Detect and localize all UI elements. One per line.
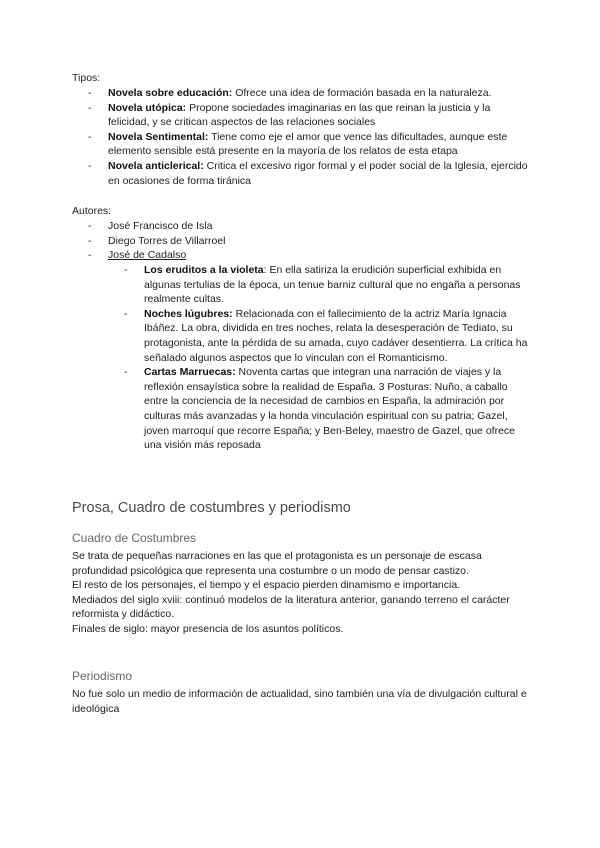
list-item: - Los eruditos a la violeta: En ella satiriza la erudición superficial exhibida en algunas tertulias de la época, un tenue barniz cultural que no engaña a personas realmente cultas.: [144, 263, 528, 307]
cuadro-body: [72, 549, 532, 637]
list-item: - Noches lúgubres: Relacionada con el fallecimiento de la actriz María Ignacia Ibáñez. La obra, dividida en tres noches, relata la desesperación de Tediato, su protagonista, ante la pérdida de su amada, cuyo cadáver desentierra. La crítica ha señalado algunos aspectos que lo vinculan con el Romanticismo.: [144, 307, 528, 365]
paragraph: Finales de siglo: mayor presencia de los asuntos políticos.: [72, 622, 344, 635]
list-item: - José de Cadalso: [108, 248, 528, 263]
periodismo-body: No fue solo un medio de información de actualidad, sino también una vía de divulgación cultural e ideológica: [72, 688, 527, 715]
list-item: - Novela Sentimental: Tiene como eje el amor que vence las dificultades, aunque este elemento sensible está presente en la mayoría de los relatos de esta etapa: [108, 130, 528, 159]
list-item: - Novela anticlerical: Critica el excesivo rigor formal y el poder social de la Iglesia, ejercido en ocasiones de forma tiránica: [108, 159, 528, 188]
paragraph: El resto de los personajes, el tiempo y el espacio pierden dinamismo e importancia.: [72, 579, 461, 592]
list-item: - Diego Torres de Villarroel: [108, 234, 528, 249]
autores-label: Autores:: [72, 205, 112, 217]
tipos-list: [108, 86, 528, 188]
cuadro-heading: Cuadro de Costumbres: [72, 531, 197, 545]
cadalso-works-list: [144, 263, 528, 453]
list-item: - Novela utópica: Propone sociedades imaginarias en las que reinan la justicia y la felicidad, y se critican aspectos de las relaciones sociales: [108, 101, 528, 130]
autores-list: [108, 219, 528, 263]
tipos-label: Tipos:: [72, 72, 101, 84]
list-item: - Cartas Marruecas: Noventa cartas que integran una narración de viajes y la reflexión ensayística sobre la realidad de España. 3 Posturas: Nuño, a caballo entre la conciencia de la necesidad de cambios en España, la admiración por culturas más avanzadas y la honda vinculación espiritual con su patria; Gazel, joven marroquí que recorre España; y Ben-Beley, maestro de Gazel, que ofrece una visión más reposada: [144, 365, 528, 453]
list-item: - Novela sobre educación: Ofrece una idea de formación basada en la naturaleza.: [108, 86, 528, 101]
paragraph: Mediados del siglo xviii: continuó modelos de la literatura anterior, ganando terreno el carácter reformista y didáctico.: [72, 593, 510, 621]
periodismo-heading: Periodismo: [72, 669, 133, 683]
list-item: - José Francisco de Isla: [108, 219, 528, 234]
section-title: Prosa, Cuadro de costumbres y periodismo: [72, 500, 351, 516]
paragraph: Se trata de pequeñas narraciones en las que el protagonista es un personaje de escasa profundidad psicológica que representa una costumbre o un modo de pensar castizo.: [72, 550, 482, 577]
